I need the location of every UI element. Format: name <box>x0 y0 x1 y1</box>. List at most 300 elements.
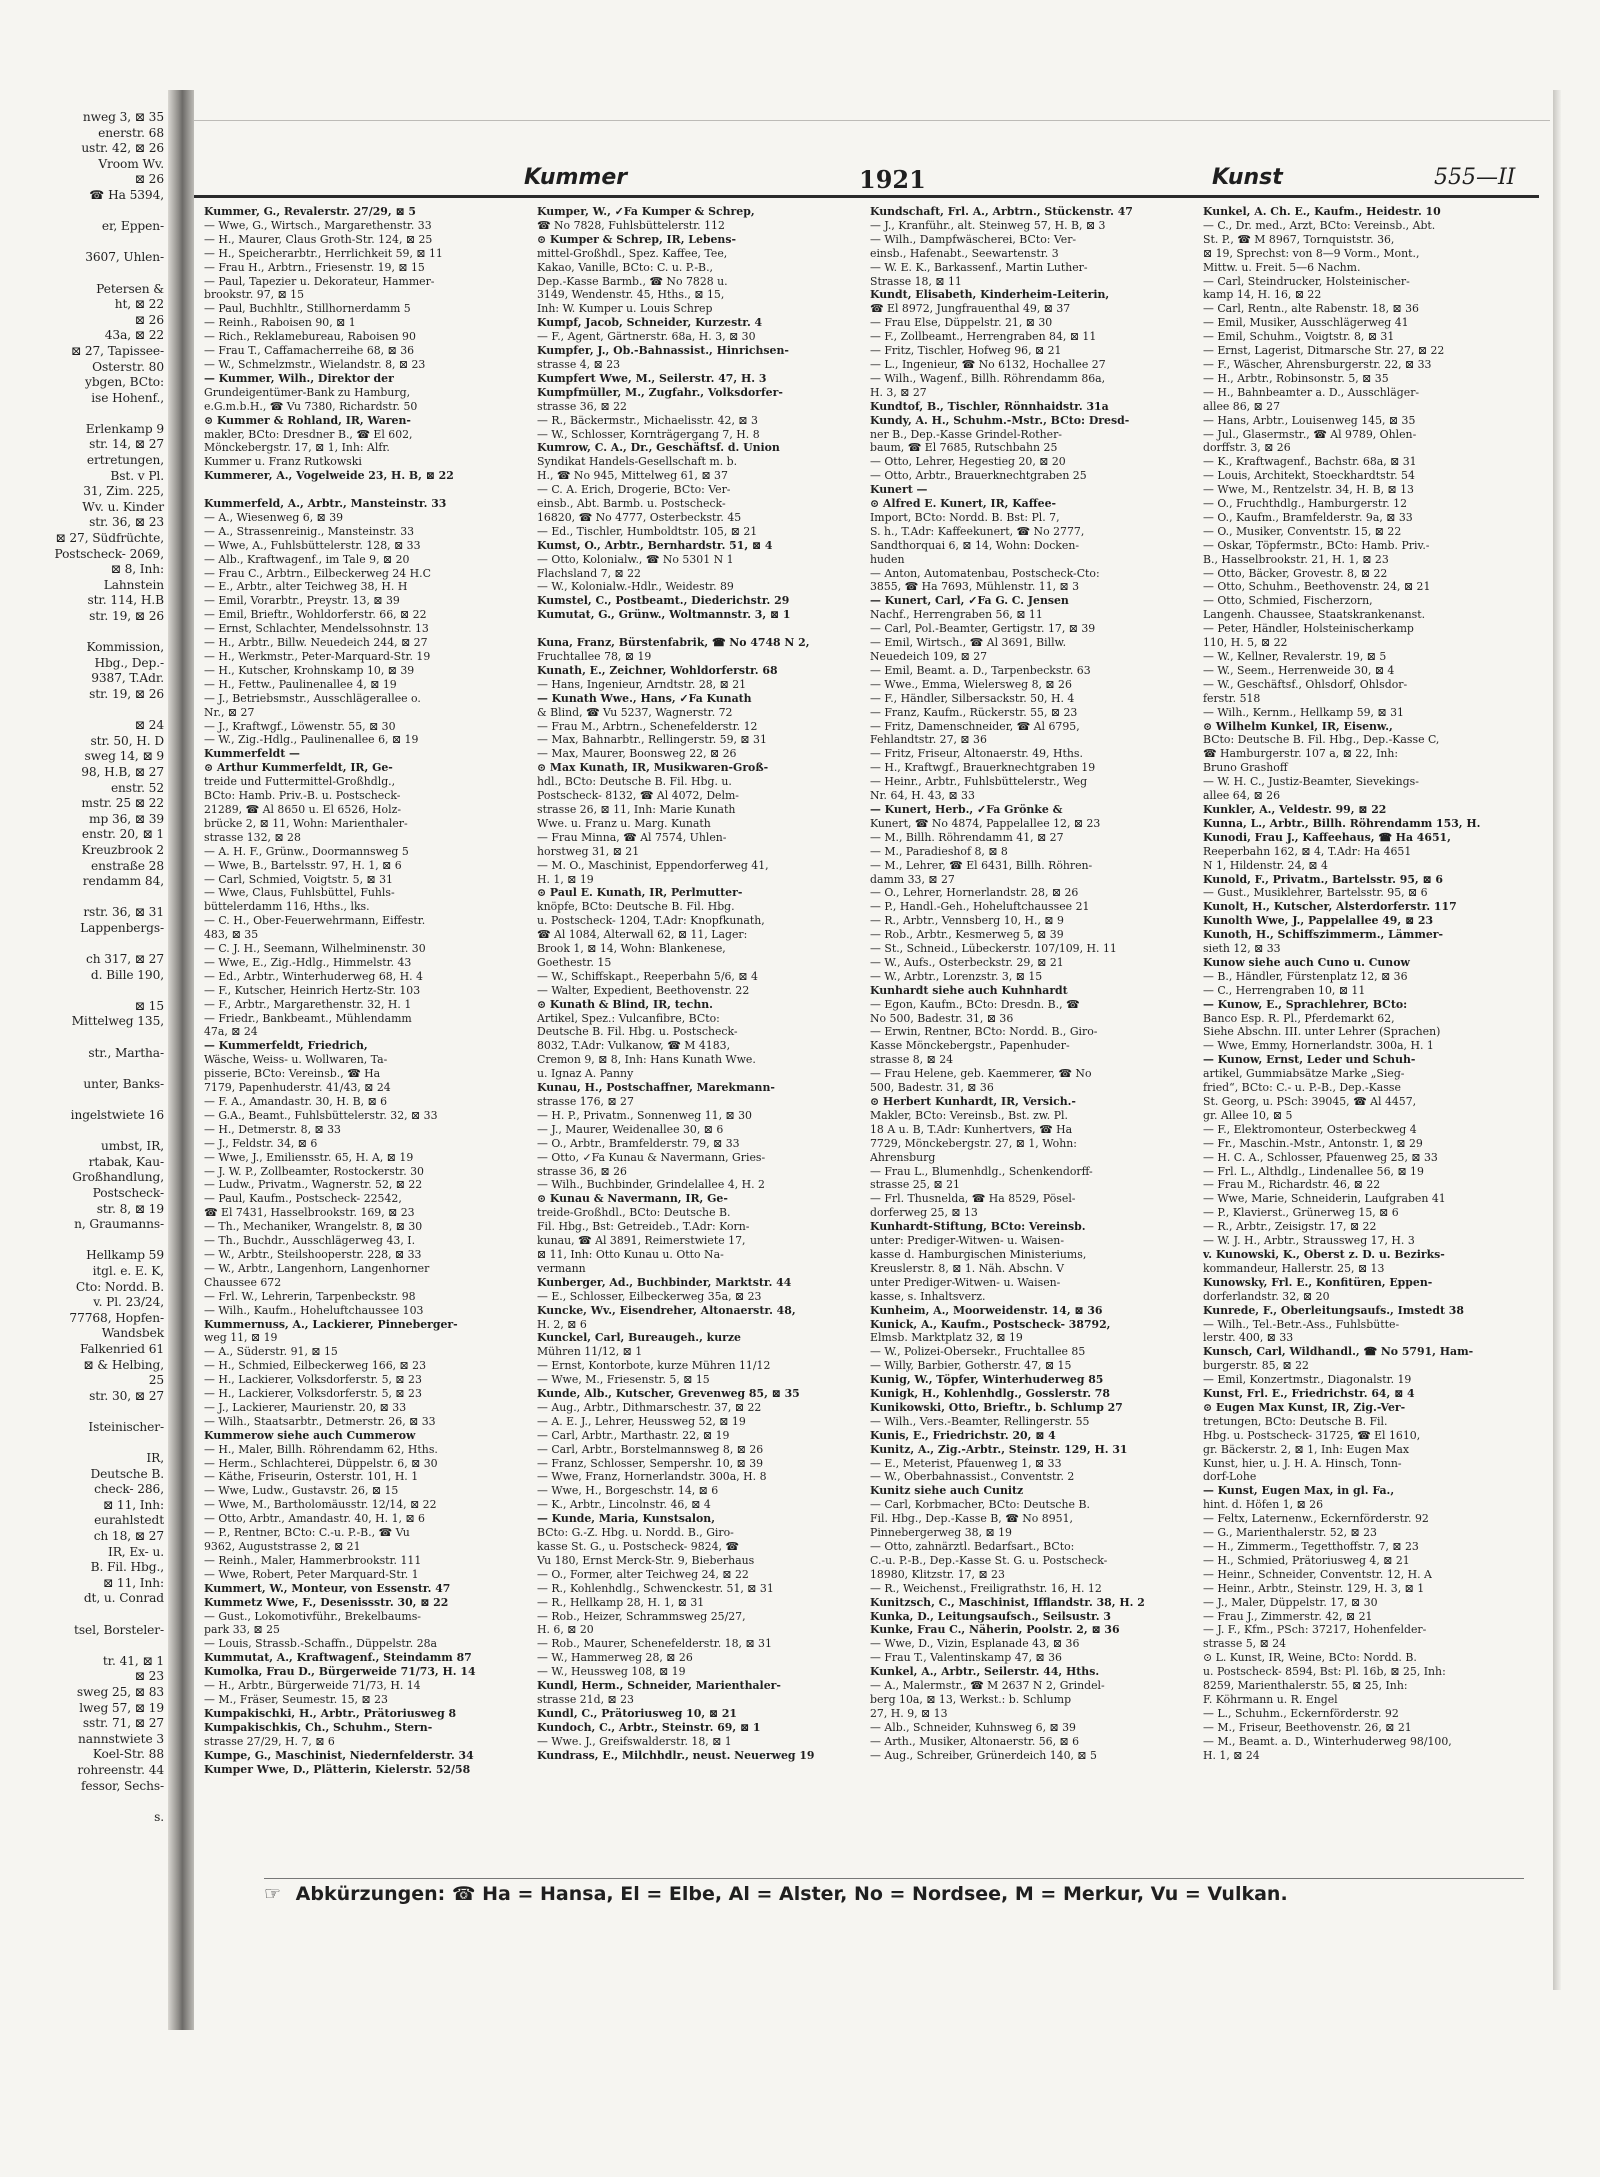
directory-entry: — Frau T., Caffamacherreihe 68, ⊠ 36 <box>204 344 415 358</box>
directory-entry: H. 3, ⊠ 27 <box>870 385 927 399</box>
directory-entry: — Wwe, Emmy, Hornerlandstr. 300a, H. 1 <box>1203 1039 1434 1053</box>
left-page-line <box>0 406 168 422</box>
directory-entry: strasse 27/29, H. 7, ⊠ 6 <box>204 1734 335 1748</box>
directory-entry: — Wwe, G., Wirtsch., Margarethenstr. 33 <box>204 218 432 232</box>
left-page-line: Petersen & <box>96 281 164 296</box>
left-page-line <box>0 1404 168 1420</box>
directory-entry: ☎ El 8972, Jungfrauenthal 49, ⊠ 37 <box>870 302 1071 316</box>
directory-entry: Nachf., Herrengraben 56, ⊠ 11 <box>870 608 1043 622</box>
directory-entry: Kunst, hier, u. J. H. A. Hinsch, Tonn- <box>1203 1456 1402 1470</box>
left-page-line: ⊠ 26 <box>134 312 164 327</box>
left-page-line: Cto: Nordd. B. <box>75 1279 164 1294</box>
directory-entry: — O., Former, alter Teichweg 24, ⊠ 22 <box>537 1567 749 1581</box>
left-page-line: ⊠ 24 <box>134 718 164 733</box>
left-page-line: ⊠ 23 <box>134 1669 164 1684</box>
left-page-line: rohreenstr. 44 <box>77 1762 164 1777</box>
directory-entry: Kuna, Franz, Bürstenfabrik, ☎ No 4748 N 2, <box>537 636 810 650</box>
directory-entry: Kumolka, Frau D., Bürgerweide 71/73, H. 14 <box>204 1665 476 1679</box>
directory-entry: — Paul, Kaufm., Postscheck- 22542, <box>204 1192 402 1206</box>
directory-entry: Dep.-Kasse Barmb., ☎ No 7828 u. <box>537 274 728 288</box>
directory-entry: — W., Geschäftsf., Ohlsdorf, Ohlsdor- <box>1203 677 1408 691</box>
directory-entry: — Friedr., Bankbeamt., Mühlendamm <box>204 1011 412 1025</box>
directory-entry: — Frau M., Richardstr. 46, ⊠ 22 <box>1203 1178 1381 1192</box>
directory-entry: kasse St. G., u. Postscheck- 9824, ☎ <box>537 1540 739 1553</box>
directory-entry: Kummer u. Franz Rutkowski <box>204 455 362 469</box>
directory-entry: — Gust., Musiklehrer, Bartelsstr. 95, ⊠ 6 <box>1203 886 1428 900</box>
directory-entry: — H., Lackierer, Volksdorferstr. 5, ⊠ 23 <box>204 1373 422 1387</box>
directory-entry: — Max, Bahnarbtr., Rellingerstr. 59, ⊠ 31 <box>537 733 767 747</box>
left-page-line <box>0 1030 168 1046</box>
left-page-line: sweg 25, ⊠ 83 <box>76 1684 164 1699</box>
directory-page <box>194 120 1550 2051</box>
directory-entry: — Rich., Reklamebureau, Raboisen 90 <box>204 330 416 344</box>
left-page-line: ybgen, BCto: <box>85 375 164 390</box>
directory-entry: 500, Badestr. 31, ⊠ 36 <box>870 1081 994 1095</box>
directory-entry: — Emil, Beamt. a. D., Tarpenbeckstr. 63 <box>870 663 1091 677</box>
directory-entry: Kumutat, G., Grünw., Woltmannstr. 3, ⊠ 1 <box>537 608 791 622</box>
directory-entry: — Rob., Heizer, Schrammsweg 25/27, <box>537 1609 746 1623</box>
directory-entry: — Frau M., Arbtrn., Schenefelderstr. 12 <box>537 719 758 733</box>
left-page-line: ⊠ 27, Tapissee- <box>70 343 164 358</box>
directory-entry: — Otto, Arbtr., Amandastr. 40, H. 1, ⊠ 6 <box>204 1512 425 1526</box>
directory-entry: Kakao, Vanille, BCto: C. u. P.-B., <box>537 260 713 274</box>
directory-entry: — Emil, Musiker, Ausschlägerweg 41 <box>1203 316 1409 330</box>
directory-entry: ⊙ L. Kunst, IR, Weine, BCto: Nordd. B. <box>1203 1651 1417 1665</box>
directory-entry: — Paul, Buchhltr., Stillhornerdamm 5 <box>204 302 411 316</box>
directory-entry: Kunau, H., Postschaffner, Marekmann- <box>537 1081 775 1095</box>
left-page-line <box>0 625 168 641</box>
left-page-line: mstr. 25 ⊠ 22 <box>81 796 164 811</box>
directory-entry: — Frau Else, Düppelstr. 21, ⊠ 30 <box>870 316 1053 330</box>
directory-entry: Kummernuss, A., Lackierer, Pinneberger- <box>204 1317 458 1331</box>
directory-entry: — Wwe, E., Zig.-Hdlg., Himmelstr. 43 <box>204 955 412 969</box>
directory-entry: — H., Bahnbeamter a. D., Ausschläger- <box>1203 385 1420 399</box>
directory-entry: kunau, ☎ Al 3891, Reimerstwiete 17, <box>537 1234 746 1248</box>
directory-entry: — A., Strassenreinig., Mansteinstr. 33 <box>204 524 415 538</box>
left-page-line: ⊠ 8, Inh: <box>110 562 164 577</box>
left-page-line: Wv. u. Kinder <box>82 499 164 514</box>
directory-entry: Kunis, E., Friedrichstr. 20, ⊠ 4 <box>870 1428 1056 1442</box>
directory-entry: strasse 176, ⊠ 27 <box>537 1095 634 1108</box>
directory-entry: — Frl. Thusnelda, ☎ Ha 8529, Pösel- <box>870 1192 1076 1206</box>
directory-entry: B., Hasselbrookstr. 21, H. 1, ⊠ 23 <box>1203 552 1389 566</box>
directory-entry: — Kunow, Ernst, Leder und Schuh- <box>1203 1053 1416 1067</box>
directory-entry: — J. W. P., Zollbeamter, Rostockerstr. 30 <box>204 1164 424 1178</box>
directory-entry: — H., Werkmstr., Peter-Marquard-Str. 19 <box>204 650 431 663</box>
directory-entry: — H., Zimmerm., Tegetthoffstr. 7, ⊠ 23 <box>1203 1540 1419 1553</box>
directory-entry: Kundl, C., Prätoriusweg 10, ⊠ 21 <box>537 1706 737 1720</box>
directory-entry: baum, ☎ El 7685, Rutschbahn 25 <box>870 441 1058 455</box>
directory-entry: — Fritz, Tischler, Hofweg 96, ⊠ 21 <box>870 344 1062 358</box>
directory-entry: Kreuslerstr. 8, ⊠ 1. Näh. Abschn. V <box>870 1261 1065 1275</box>
left-page-line: d. Bille 190, <box>90 967 164 982</box>
directory-entry: — F., Händler, Silbersackstr. 50, H. 4 <box>870 691 1075 705</box>
directory-entry: — J., Betriebsmstr., Ausschlägerallee o. <box>204 691 421 705</box>
directory-entry: — E., Meterist, Pfauenweg 1, ⊠ 33 <box>870 1456 1062 1470</box>
left-page-line: 77768, Hopfen- <box>69 1310 164 1325</box>
directory-entry: — Wilh., Dampfwäscherei, BCto: Ver- <box>870 232 1077 246</box>
directory-entry: — Ernst, Lagerist, Ditmarsche Str. 27, ⊠ 22 <box>1203 344 1445 358</box>
directory-entry: Sandthorquai 6, ⊠ 14, Wohn: Docken- <box>870 538 1080 552</box>
left-page-line <box>0 1638 168 1654</box>
directory-entry: — J., Kraftwgf., Löwenstr. 55, ⊠ 30 <box>204 719 396 733</box>
directory-entry: ⊙ Alfred E. Kunert, IR, Kaffee- <box>870 497 1057 511</box>
directory-entry: strasse 36, ⊠ 26 <box>537 1164 627 1178</box>
left-page-line: str. 50, H. D <box>90 733 164 748</box>
directory-entry: — A., Wiesenweg 6, ⊠ 39 <box>204 510 344 524</box>
left-page-line: enstraße 28 <box>91 858 164 873</box>
left-page-line: Erlenkamp 9 <box>85 421 164 436</box>
directory-entry: — Ed., Tischler, Humboldtstr. 105, ⊠ 21 <box>537 524 758 538</box>
directory-entry: ⊙ Wilhelm Kunkel, IR, Eisenw., <box>1203 719 1393 733</box>
left-page-line: Lahnstein <box>103 577 164 592</box>
left-page-line: rendamm 84, <box>82 874 164 889</box>
directory-entry: brücke 2, ⊠ 11, Wohn: Marienthaler- <box>204 816 408 830</box>
directory-entry: — M., Beamt. a. D., Winterhuderweg 98/100, <box>1203 1734 1452 1748</box>
directory-entry: H. 1, ⊠ 19 <box>537 872 594 886</box>
directory-entry: — C. J. H., Seemann, Wilhelminenstr. 30 <box>204 942 426 956</box>
directory-entry: — Frau J., Zimmerstr. 42, ⊠ 21 <box>1203 1609 1373 1623</box>
directory-entry: Kummerer, A., Vogelweide 23, H. B, ⊠ 22 <box>204 469 454 483</box>
directory-entry: 47a, ⊠ 24 <box>204 1025 258 1039</box>
left-page-line: dt, u. Conrad <box>83 1591 164 1606</box>
directory-entry: — W. H. C., Justiz-Beamter, Sievekings- <box>1203 775 1419 789</box>
directory-entry: — H., Arbtr., Billw. Neuedeich 244, ⊠ 27 <box>204 636 428 650</box>
directory-entry: 8032, T.Adr: Vulkanow, ☎ M 4183, <box>537 1039 731 1053</box>
left-page-line: ☎ Ha 5394, <box>89 187 164 202</box>
directory-entry: weg 11, ⊠ 19 <box>204 1331 278 1345</box>
directory-entry: ⊙ Kumper & Schrep, IR, Lebens- <box>537 232 736 246</box>
directory-entry: Kummert, W., Monteur, von Essenstr. 47 <box>204 1581 451 1595</box>
left-page-line: tr. 41, ⊠ 1 <box>102 1653 164 1668</box>
directory-entry: — Frau C., Arbtrn., Eilbeckerweg 24 H.C <box>204 566 431 580</box>
directory-entry: 7179, Papenhuderstr. 41/43, ⊠ 24 <box>204 1081 391 1095</box>
directory-entry: kasse, s. Inhaltsverz. <box>870 1289 986 1303</box>
directory-entry: — J., Feldstr. 34, ⊠ 6 <box>204 1136 318 1150</box>
directory-entry: Fruchtallee 78, ⊠ 19 <box>537 650 652 663</box>
header-year: 1921 <box>859 165 926 194</box>
directory-entry: brookstr. 97, ⊠ 15 <box>204 288 305 302</box>
directory-entry: Kunow siehe auch Cuno u. Cunow <box>1203 955 1410 969</box>
directory-entry: 27, H. 9, ⊠ 13 <box>870 1706 948 1720</box>
directory-entry: — Otto, Schuhm., Beethovenstr. 24, ⊠ 21 <box>1203 580 1431 594</box>
directory-entry: — W., Zig.-Hdlg., Paulinenallee 6, ⊠ 19 <box>204 733 419 747</box>
directory-entry: Kunert, ☎ No 4874, Pappelallee 12, ⊠ 23 <box>870 816 1101 830</box>
directory-entry: — Emil, Wirtsch., ☎ Al 3691, Billw. <box>870 636 1067 650</box>
directory-entry: — J., Maurer, Weidenallee 30, ⊠ 6 <box>537 1122 724 1136</box>
left-page-line: Postscheck- <box>92 1185 164 1200</box>
directory-entry: — Carl, Schmied, Voigtstr. 5, ⊠ 31 <box>204 872 393 886</box>
directory-entry: e.G.m.b.H., ☎ Vu 7380, Richardstr. 50 <box>204 399 418 413</box>
directory-entry: — W., Polizei-Obersekr., Fruchtallee 85 <box>870 1345 1086 1359</box>
directory-entry: Kumpe, G., Maschinist, Niedernfelderstr. 34 <box>204 1748 474 1762</box>
directory-entry: — Wwe, M., Bartholomäusstr. 12/14, ⊠ 22 <box>204 1498 437 1512</box>
directory-entry: Kunkel, A. Ch. E., Kaufm., Heidestr. 10 <box>1203 205 1441 218</box>
directory-entry: huden <box>870 552 905 566</box>
directory-entry: ⊙ Kummer & Rohland, IR, Waren- <box>204 413 411 427</box>
directory-entry: — Anton, Automatenbau, Postscheck-Cto: <box>870 566 1100 580</box>
directory-entry: F. Köhrmann u. R. Engel <box>1203 1692 1338 1706</box>
directory-entry: Kunigk, H., Kohlenhdlg., Gosslerstr. 78 <box>870 1387 1110 1401</box>
directory-entry: — W., Arbtr., Lorenzstr. 3, ⊠ 15 <box>870 969 1043 983</box>
left-page-line: ise Hohenf., <box>91 390 164 405</box>
directory-entry: dorferlandstr. 32, ⊠ 20 <box>1203 1289 1330 1303</box>
directory-entry: strasse 36, ⊠ 22 <box>537 399 627 413</box>
directory-entry: ⊙ Max Kunath, IR, Musikwaren-Groß- <box>537 761 769 775</box>
directory-entry: BCto: Hamb. Priv.-B. u. Postscheck- <box>204 789 401 803</box>
directory-entry: — H. C. A., Schlosser, Pfauenweg 25, ⊠ 33 <box>1203 1150 1438 1164</box>
directory-entry: treide und Futtermittel-Großhdlg., <box>204 775 396 789</box>
left-page-line: ⊠ & Helbing, <box>83 1357 164 1372</box>
directory-entry: Kunberger, Ad., Buchbinder, Marktstr. 44 <box>537 1275 792 1289</box>
directory-entry: No 500, Badestr. 31, ⊠ 36 <box>870 1011 1014 1025</box>
directory-entry: — W., Aufs., Osterbeckstr. 29, ⊠ 21 <box>870 955 1064 969</box>
directory-entry: einsb., Abt. Barmb. u. Postscheck- <box>537 497 726 511</box>
directory-entry: — Frl. L., Althdlg., Lindenallee 56, ⊠ 19 <box>1203 1164 1424 1178</box>
directory-entry: Kunolt, H., Kutscher, Alsterdorferstr. 117 <box>1203 900 1457 914</box>
directory-entry: — W., Seem., Herrenweide 30, ⊠ 4 <box>1203 663 1395 677</box>
directory-entry: — A., Malermstr., ☎ M 2637 N 2, Grindel- <box>870 1679 1105 1693</box>
directory-entry: Artikel, Spez.: Vulcanfibre, BCto: <box>537 1011 720 1025</box>
directory-entry: Kumpakischkis, Ch., Schuhm., Stern- <box>204 1720 433 1734</box>
directory-entry: berg 10a, ⊠ 13, Werkst.: b. Schlump <box>870 1692 1072 1706</box>
left-page-line: 3607, Uhlen- <box>85 250 164 265</box>
left-page-line: nweg 3, ⊠ 35 <box>82 110 164 124</box>
directory-entry: — R., Kohlenhdlg., Schwenckestr. 51, ⊠ 31 <box>537 1581 774 1595</box>
directory-entry: — Ed., Arbtr., Winterhuderweg 68, H. 4 <box>204 969 423 983</box>
left-page-line: str., Martha- <box>88 1045 164 1060</box>
left-page-line: 31, Zim. 225, <box>83 484 164 499</box>
directory-entry: — W., Kolonialw.-Hdlr., Weidestr. 89 <box>537 580 734 594</box>
directory-entry: — Kummer, Wilh., Direktor der <box>204 371 394 385</box>
left-page-line: str. 114, H.B <box>87 593 164 608</box>
directory-entry: Kundschaft, Frl. A., Arbtrn., Stückenstr. 47 <box>870 205 1133 218</box>
directory-entry: Reeperbahn 162, ⊠ 4, T.Adr: Ha 4651 <box>1203 844 1412 858</box>
directory-entry: — Emil, Schuhm., Voigtstr. 8, ⊠ 31 <box>1203 330 1395 344</box>
directory-entry: Hbg. u. Postscheck- 31725, ☎ El 1610, <box>1203 1428 1421 1442</box>
directory-entry: Kummetz Wwe, F., Desenissstr. 30, ⊠ 22 <box>204 1595 449 1609</box>
directory-entry: Kunrede, F., Oberleitungsaufs., Imstedt 38 <box>1203 1303 1464 1317</box>
directory-entry: — Ernst, Schlachter, Mendelssohnstr. 13 <box>204 622 429 636</box>
directory-entry: — Otto, Lehrer, Hegestieg 20, ⊠ 20 <box>870 455 1066 469</box>
directory-entry: pisserie, BCto: Vereinsb., ☎ Ha <box>204 1067 381 1081</box>
directory-entry: Banco Esp. R. Pl., Pferdemarkt 62, <box>1203 1011 1395 1025</box>
directory-entry: Kasse Mönckebergstr., Papenhuder- <box>870 1039 1070 1053</box>
directory-entry: Fil. Hbg., Dep.-Kasse B, ☎ No 8951, <box>870 1512 1073 1526</box>
directory-entry: — R., Arbtr., Vennsberg 10, H., ⊠ 9 <box>870 914 1064 928</box>
left-page-line: str. 19, ⊠ 26 <box>89 686 164 701</box>
directory-entry: — Wwe, J., Emiliensstr. 65, H. A, ⊠ 19 <box>204 1150 414 1164</box>
left-page-line: Großhandlung, <box>72 1170 164 1185</box>
directory-entry: Neuedeich 109, ⊠ 27 <box>870 650 988 663</box>
left-page-line: mp 36, ⊠ 39 <box>89 811 164 826</box>
left-page-line: Vroom Wv. <box>98 156 164 171</box>
left-page-line: Wandsbek <box>101 1326 164 1341</box>
left-page-line: Osterstr. 80 <box>92 359 164 374</box>
left-page-line <box>0 266 168 282</box>
directory-entry: tretungen, BCto: Deutsche B. Fil. <box>1203 1414 1388 1428</box>
left-page-line: unter, Banks- <box>83 1076 164 1091</box>
directory-entry: Elmsb. Marktplatz 32, ⊠ 19 <box>870 1331 1023 1345</box>
directory-entry: Goethestr. 15 <box>537 955 612 969</box>
directory-entry: — C. A. Erich, Drogerie, BCto: Ver- <box>537 483 731 497</box>
directory-entry: — Frau L., Blumenhdlg., Schenkendorff- <box>870 1164 1093 1178</box>
directory-entry: Kundrass, E., Milchhdlr., neust. Neuerweg 19 <box>537 1748 815 1762</box>
directory-entry: u. Ignaz A. Panny <box>537 1067 634 1081</box>
directory-entry: Kundtof, B., Tischler, Rönnhaidstr. 31a <box>870 399 1109 413</box>
left-page-line: Kreuzbrook 2 <box>81 842 164 857</box>
directory-entry: — W., Schlosser, Kornträgergang 7, H. 8 <box>537 427 760 441</box>
column-4 <box>1203 205 1521 1865</box>
left-page-line: ertretungen, <box>86 453 164 468</box>
directory-entry: — Franz, Kaufm., Rückerstr. 55, ⊠ 23 <box>870 705 1078 719</box>
directory-entry: — Th., Mechaniker, Wrangelstr. 8, ⊠ 30 <box>204 1220 423 1234</box>
directory-entry: — Wwe, D., Vizin, Esplanade 43, ⊠ 36 <box>870 1637 1080 1651</box>
left-page-line: str. 19, ⊠ 26 <box>89 609 164 623</box>
footer-label: Abkürzungen: <box>295 1883 446 1905</box>
directory-entry: Fil. Hbg., Bst: Getreideb., T.Adr: Korn- <box>537 1220 750 1234</box>
left-page-line: enstr. 20, ⊠ 1 <box>81 827 164 842</box>
left-page-line: Deutsche B. <box>90 1466 164 1481</box>
left-page-line: ch 18, ⊠ 27 <box>93 1529 164 1544</box>
left-page-line: IR, <box>146 1451 164 1466</box>
directory-entry: — Wwe, B., Bartelsstr. 97, H. 1, ⊠ 6 <box>204 858 402 872</box>
directory-entry: Kunhardt siehe auch Kuhnhardt <box>870 983 1068 997</box>
directory-entry: — Frl. W., Lehrerin, Tarpenbeckstr. 98 <box>204 1289 416 1303</box>
directory-entry: — Otto, zahnärztl. Bedarfsart., BCto: <box>870 1540 1075 1553</box>
left-page-line: v. Pl. 23/24, <box>93 1295 164 1310</box>
directory-entry: strasse 21d, ⊠ 23 <box>537 1692 634 1706</box>
left-page-line: Lappenbergs- <box>80 920 164 935</box>
directory-entry: Bruno Grashoff <box>1203 761 1288 775</box>
directory-entry: horstweg 31, ⊠ 21 <box>537 844 640 858</box>
left-page-line: s. <box>154 1809 164 1824</box>
directory-entry: — Wilh., Tel.-Betr.-Ass., Fuhlsbütte- <box>1203 1317 1400 1331</box>
directory-entry: — E., Schlosser, Eilbeckerweg 35a, ⊠ 23 <box>537 1289 762 1303</box>
directory-entry: — Paul, Tapezier u. Dekorateur, Hammer- <box>204 274 435 288</box>
directory-entry: — F. A., Amandastr. 30, H. B, ⊠ 6 <box>204 1095 388 1108</box>
directory-entry: N 1, Hildenstr. 24, ⊠ 4 <box>1203 858 1328 872</box>
directory-entry: — Wwe, Robert, Peter Marquard-Str. 1 <box>204 1567 419 1581</box>
directory-entry: — F., Kutscher, Heinrich Hertz-Str. 103 <box>204 983 421 997</box>
directory-entry: — L., Schuhm., Eckernförderstr. 92 <box>1203 1706 1399 1720</box>
left-page-line: ⊠ 11, Inh: <box>103 1575 164 1590</box>
directory-entry: — F., Wäscher, Ahrensburgerstr. 22, ⊠ 33 <box>1203 357 1432 371</box>
header-right: Kunst <box>1212 165 1283 190</box>
directory-entry: — J. F., Kfm., PSch: 37217, Hohenfelder- <box>1203 1623 1427 1637</box>
left-page-line: fessor, Sechs- <box>80 1778 164 1793</box>
directory-entry: Kunodi, Frau J., Kaffeehaus, ☎ Ha 4651, <box>1203 830 1451 844</box>
directory-entry: knöpfe, BCto: Deutsche B. Fil. Hbg. <box>537 900 735 914</box>
directory-entry: — Aug., Schreiber, Grünerdeich 140, ⊠ 5 <box>870 1748 1097 1762</box>
directory-entry: Kumpakischki, H., Arbtr., Prätoriusweg 8 <box>204 1706 457 1720</box>
directory-entry: — Kunst, Eugen Max, in gl. Fa., <box>1203 1484 1395 1498</box>
directory-entry: — H., Schmied, Eilbeckerweg 166, ⊠ 23 <box>204 1359 426 1373</box>
left-page-line <box>0 1124 168 1140</box>
left-page-line: Hbg., Dep.- <box>94 655 164 670</box>
directory-entry: — C. H., Ober-Feuerwehrmann, Eiffestr. <box>204 914 426 928</box>
directory-entry: — W., Schmelzmstr., Wielandstr. 8, ⊠ 23 <box>204 357 426 371</box>
directory-entry: u. Postscheck- 8594, Bst: Pl. 16b, ⊠ 25, Inh: <box>1203 1665 1446 1679</box>
left-page-line: Kommission, <box>86 640 164 655</box>
directory-entry: — Wwe, A., Fuhlsbüttelerstr. 128, ⊠ 33 <box>204 538 421 552</box>
directory-entry: — Arth., Musiker, Altonaerstr. 56, ⊠ 6 <box>870 1734 1080 1748</box>
left-page-line <box>0 1233 168 1249</box>
directory-entry: — Carl, Steindrucker, Holsteinischer- <box>1203 274 1410 288</box>
directory-entry: Vu 180, Ernst Merck-Str. 9, Bieberhaus <box>537 1553 755 1567</box>
directory-entry: Fehlandtstr. 27, ⊠ 36 <box>870 733 987 747</box>
directory-entry: hdl., BCto: Deutsche B. Fil. Hbg. u. <box>537 775 732 789</box>
left-page-line: umbst, IR, <box>101 1139 164 1154</box>
directory-entry: BCto: Deutsche B. Fil. Hbg., Dep.-Kasse C, <box>1203 733 1440 747</box>
directory-entry: Kundoch, C., Arbtr., Steinstr. 69, ⊠ 1 <box>537 1720 761 1734</box>
directory-entry: Mittw. u. Freit. 5—6 Nachm. <box>1203 260 1361 274</box>
directory-entry: — Frau H., Arbtrn., Friesenstr. 19, ⊠ 15 <box>204 260 425 274</box>
directory-entry: — Wilh., Staatsarbtr., Detmerstr. 26, ⊠ 33 <box>204 1414 436 1428</box>
directory-entry: St. Georg, u. PSch: 39045, ☎ Al 4457, <box>1203 1095 1417 1108</box>
directory-entry: — Aug., Arbtr., Dithmarschestr. 37, ⊠ 22 <box>537 1400 762 1414</box>
directory-entry: Kunitzsch, C., Maschinist, Ifflandstr. 38, H. 2 <box>870 1595 1145 1609</box>
directory-entry: H. 2, ⊠ 6 <box>537 1317 587 1331</box>
directory-entry: Nr., ⊠ 27 <box>204 705 255 719</box>
directory-entry: Ahrensburg <box>870 1150 936 1164</box>
left-page-line: ⊠ 27, Südfrüchte, <box>55 531 164 546</box>
directory-entry: büttelerdamm 116, Hths., lks. <box>204 900 370 914</box>
directory-entry: strasse 25, ⊠ 21 <box>870 1178 960 1192</box>
left-page-line: Falkenried 61 <box>79 1341 164 1356</box>
directory-entry: — R., Bäckermstr., Michaelisstr. 42, ⊠ 3 <box>537 413 758 427</box>
abbreviations-footer <box>264 1878 1524 1913</box>
directory-entry: ⊠ 11, Inh: Otto Kunau u. Otto Na- <box>537 1247 724 1261</box>
directory-entry: — Willy, Barbier, Gotherstr. 47, ⊠ 15 <box>870 1359 1072 1373</box>
left-page-line: Koel-Str. 88 <box>92 1747 164 1762</box>
left-page-line: ⊠ 15 <box>134 998 164 1013</box>
directory-entry: Kunckel, Carl, Bureaugeh., kurze <box>537 1331 741 1345</box>
footer-text: ☎ Ha = Hansa, El = Elbe, Al = Alster, No = Nordsee, M = Merkur, Vu = Vulkan. <box>451 1883 1288 1905</box>
directory-entry: ⊙ Eugen Max Kunst, IR, Zig.-Ver- <box>1203 1400 1406 1414</box>
directory-entry: Mühren 11/12, ⊠ 1 <box>537 1345 643 1359</box>
directory-entry: — C., Dr. med., Arzt, BCto: Vereinsb., Abt. <box>1203 218 1436 232</box>
left-page-line: enstr. 52 <box>110 780 164 795</box>
directory-entry: — Egon, Kaufm., BCto: Dresdn. B., ☎ <box>870 997 1080 1011</box>
left-page-line <box>0 1435 168 1451</box>
directory-entry: — H., Lackierer, Volksdorferstr. 5, ⊠ 23 <box>204 1387 422 1401</box>
left-page-line: Hellkamp 59 <box>86 1248 164 1263</box>
directory-entry: strasse 8, ⊠ 24 <box>870 1053 954 1067</box>
directory-entry: hint. d. Höfen 1, ⊠ 26 <box>1203 1498 1324 1512</box>
directory-entry: Kummer, G., Revalerstr. 27/29, ⊠ 5 <box>204 205 416 218</box>
directory-entry: — Wwe., Emma, Wielersweg 8, ⊠ 26 <box>870 677 1072 691</box>
directory-entry: — Wilh., Kernm., Hellkamp 59, ⊠ 31 <box>1203 705 1404 719</box>
header-page-number: 555—II <box>1434 165 1516 190</box>
directory-entry: — Kunert, Herb., ✓Fa Grönke & <box>870 802 1063 816</box>
directory-entry: — P., Klavierst., Grünerweg 15, ⊠ 6 <box>1203 1206 1399 1220</box>
directory-entry: Kunkel, A., Arbtr., Seilerstr. 44, Hths. <box>870 1665 1100 1679</box>
directory-entry <box>537 622 855 636</box>
directory-entry: Brook 1, ⊠ 14, Wohn: Blankenese, <box>537 942 726 956</box>
left-page-line <box>0 1092 168 1108</box>
column-2 <box>537 205 855 1865</box>
directory-entry: — O., Musiker, Conventstr. 15, ⊠ 22 <box>1203 524 1402 538</box>
directory-entry: — W., Oberbahnassist., Conventstr. 2 <box>870 1470 1075 1484</box>
directory-entry: 7729, Mönckebergstr. 27, ⊠ 1, Wohn: <box>870 1136 1077 1150</box>
directory-entry: ⊙ Herbert Kunhardt, IR, Versich.- <box>870 1095 1076 1108</box>
directory-entry: Kunde, Alb., Kutscher, Grevenweg 85, ⊠ 35 <box>537 1387 800 1401</box>
directory-entry: — W. J. H., Arbtr., Straussweg 17, H. 3 <box>1203 1234 1415 1248</box>
directory-entry: unter Prediger-Witwen- u. Waisen- <box>870 1275 1061 1289</box>
directory-entry: 9362, Auguststrasse 2, ⊠ 21 <box>204 1540 361 1553</box>
directory-entry: fried“, BCto: C.- u. P.-B., Dep.-Kasse <box>1203 1081 1401 1095</box>
